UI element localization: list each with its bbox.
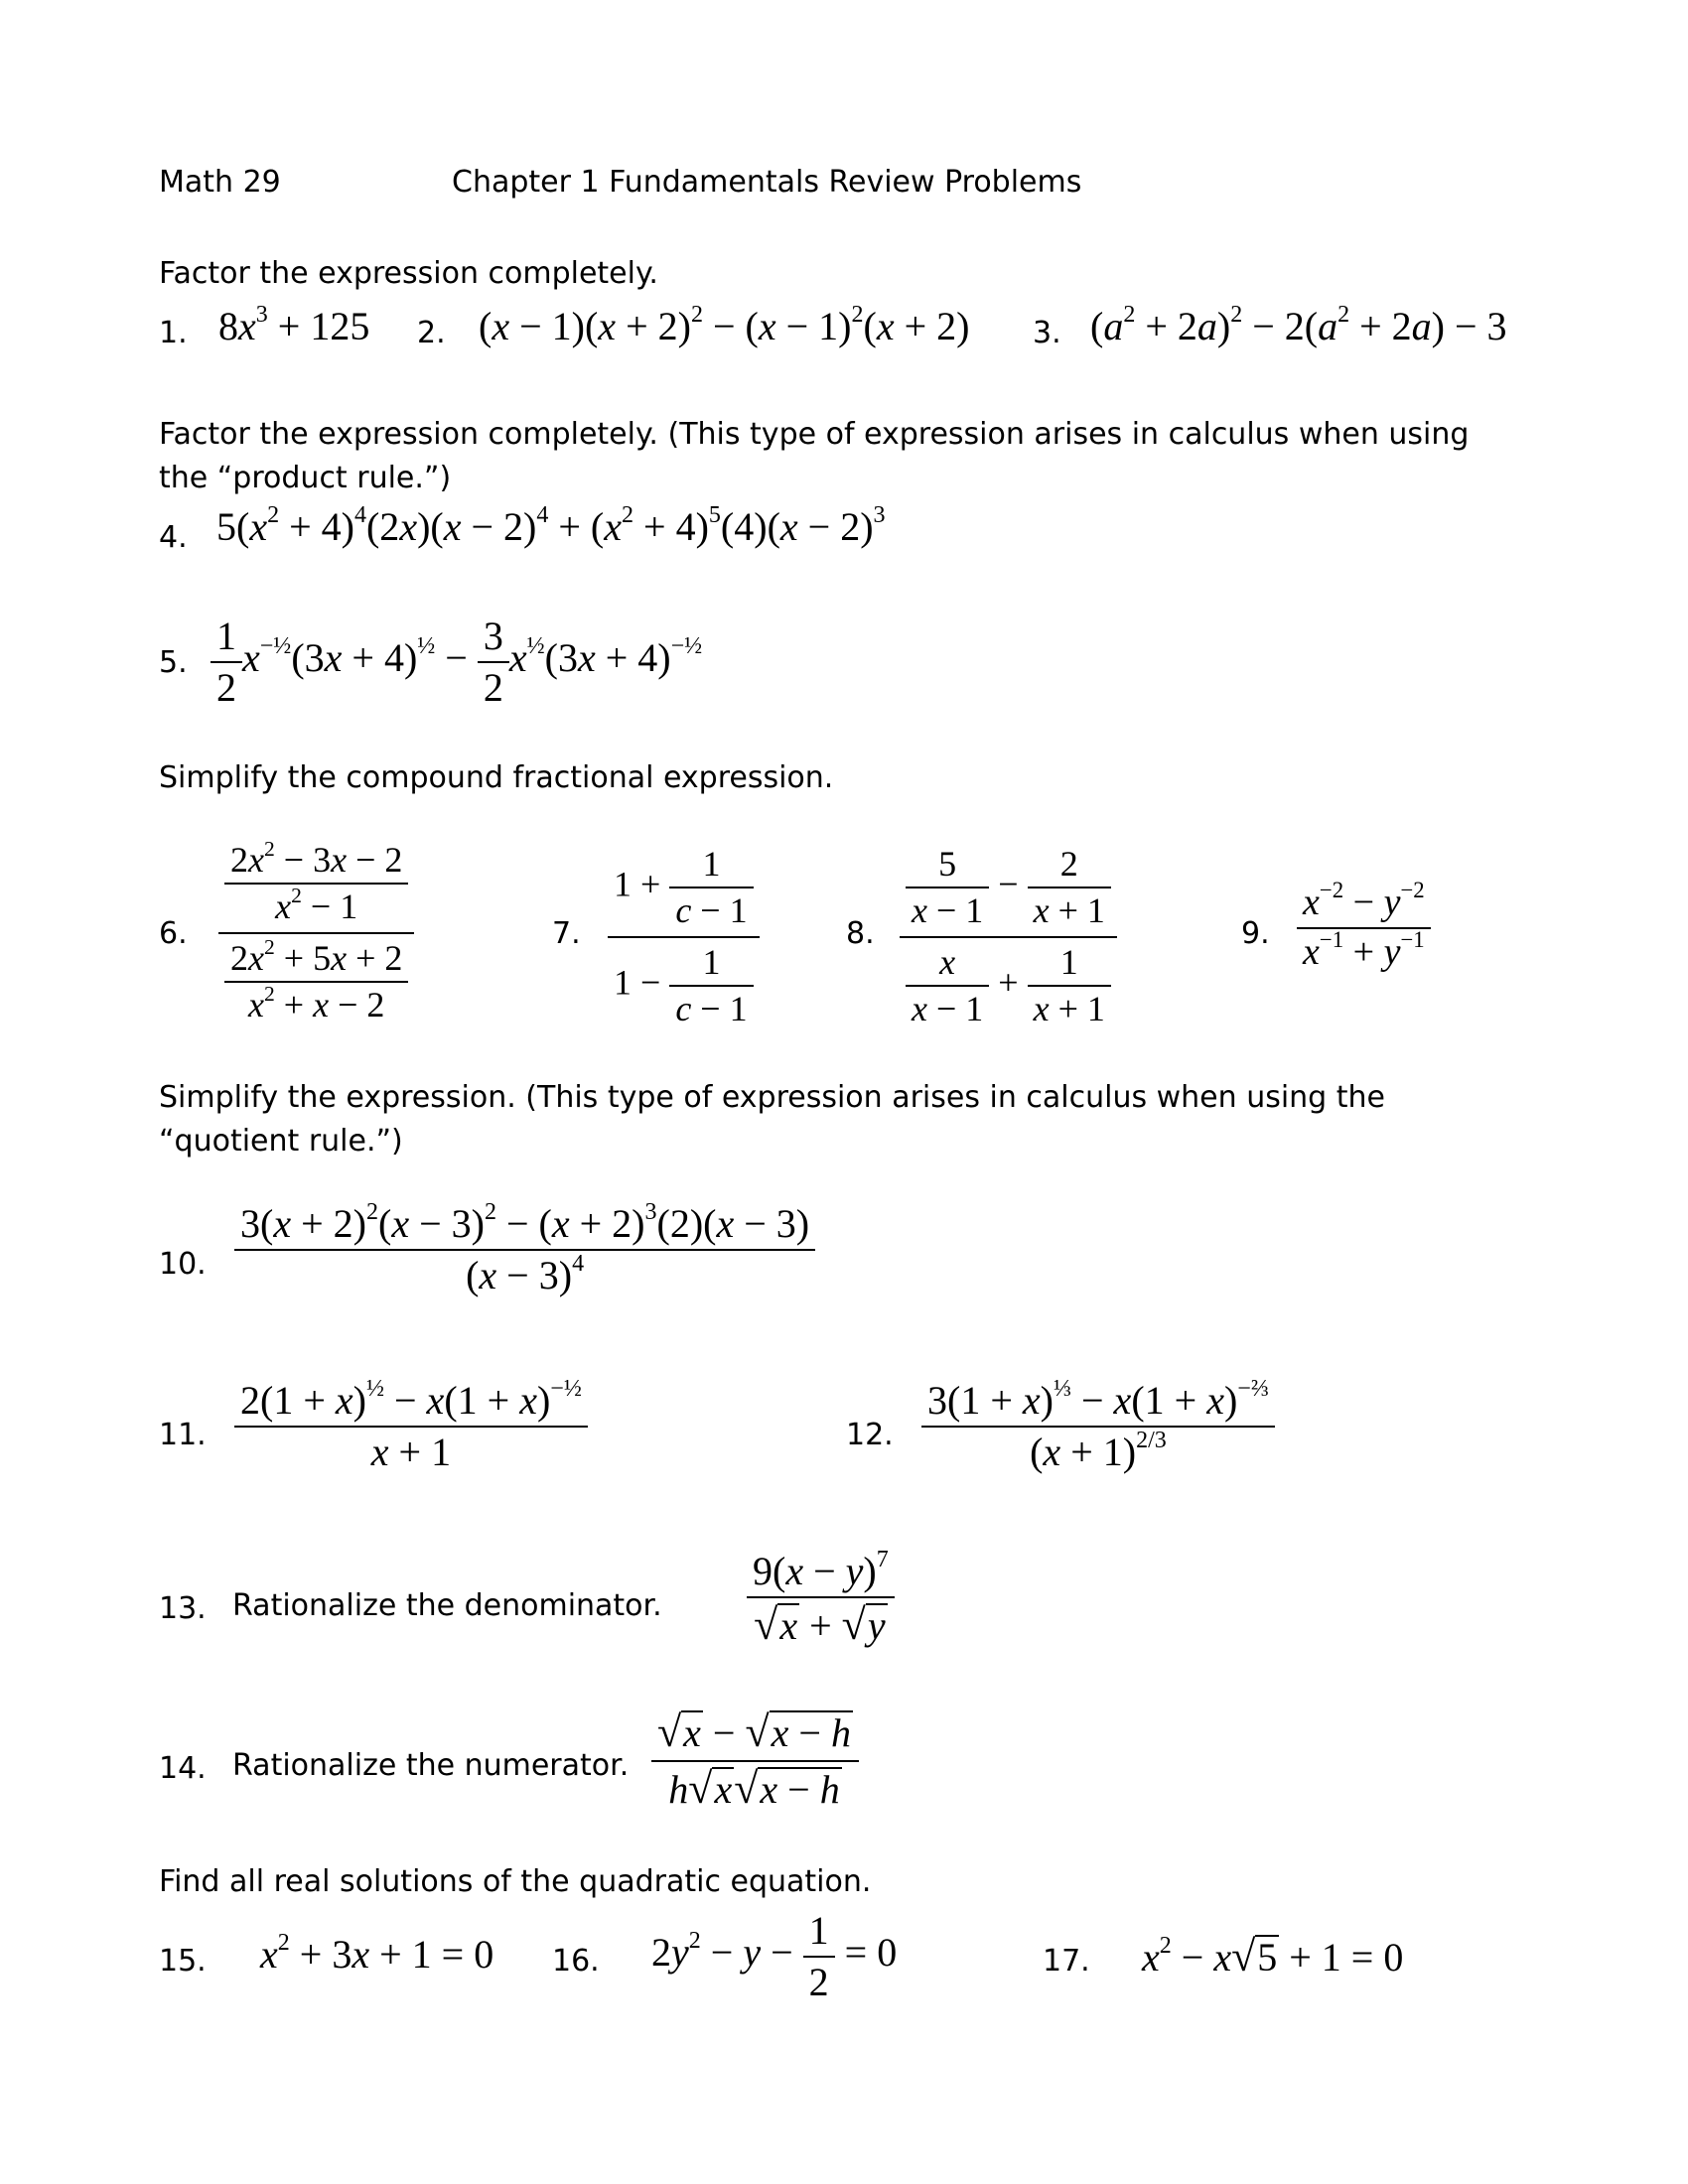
section-heading-quadratic: Find all real solutions of the quadratic equation.	[159, 1864, 872, 1899]
problem-number: 14.	[159, 1751, 207, 1786]
problem-number: 1.	[159, 316, 188, 350]
problem-3-expression: $(a^2 + 2a)^2 - 2(a^2 + 2a) - 3$	[1090, 302, 1507, 348]
problem-number: 16.	[552, 1944, 600, 1979]
problem-number: 8.	[846, 916, 875, 951]
course-name: Math 29	[159, 165, 281, 200]
problem-number: 11.	[159, 1418, 207, 1452]
problem-12-expression: $\frac{3(1 + x)^{\frac{1}{3}} - x(1 + x)^{-\frac{2}{3}}}{(x + 1)^{2/3}}$	[921, 1376, 1275, 1477]
problem-number: 17.	[1043, 1944, 1090, 1979]
problem-number: 15.	[159, 1944, 207, 1979]
problem-number: 2.	[417, 316, 446, 350]
problem-16-expression: $2y^2 - y$ − $\frac{1}{2}$ = 0	[651, 1908, 898, 2004]
section-heading-compound-fraction: Simplify the compound fractional expression.	[159, 760, 834, 795]
problem-number: 10.	[159, 1247, 207, 1282]
problem-4-expression: $5(x^2 + 4)^4(2x)(x - 2)^4 + (x^2 + 4)^5(4)(x - 2)^3$	[216, 502, 886, 549]
problem-8-expression: $\frac{5}{x - 1}$ − $\frac{2}{x + 1}$ $\frac{x}{x - 1}$ + $\frac{1}{x + 1}$	[900, 840, 1117, 1034]
problem-6-expression: $\frac{\frac{2x^2 - 3x - 2}{x^2 - 1}}{\frac{2x^2 + 5x + 2}{x^2 + x - 2}}$	[218, 836, 414, 1030]
page-title: Chapter 1 Fundamentals Review Problems	[452, 165, 1082, 200]
problem-2-expression: $(x - 1)(x + 2)^2 - (x - 1)^2(x + 2)$	[479, 302, 970, 348]
problem-9-expression: $\frac{x^{-2} - y^{-2}}{x^{-1} + y^{-1}}$	[1297, 880, 1431, 976]
problem-11-expression: $\frac{2(1 + x)^{\frac{1}{2}} - x(1 + x)^{-\frac{1}{2}}}{x + 1}$	[234, 1376, 588, 1477]
problem-number: 4.	[159, 520, 188, 555]
problem-14-instruction: Rationalize the numerator.	[232, 1748, 630, 1783]
problem-number: 6.	[159, 916, 188, 951]
problem-number: 12.	[846, 1418, 894, 1452]
problem-number: 9.	[1241, 916, 1270, 951]
problem-13-expression: $\frac{9(x - y)^7}{√x + √y}$	[747, 1547, 895, 1653]
problem-15-expression: $x^2 + 3x + 1 = 0$	[260, 1930, 494, 1977]
problem-5-expression: $\frac{1}{2}$ $x^{-\frac{1}{2}}(3x + 4)^{\frac{1}{2}}$ − $\frac{3}{2}$ $x^{\frac{1}{2}}(3x + 4)^{-\frac{1}{2}}$	[211, 612, 702, 713]
section-heading-quotient-rule: Simplify the expression. (This type of expression arises in calculus when using the “quotient rule.”)	[159, 1080, 1385, 1159]
problem-number: 7.	[552, 916, 581, 951]
problem-number: 5.	[159, 645, 188, 680]
section-heading-factor: Factor the expression completely.	[159, 256, 658, 291]
problem-14-expression: $\frac{√x - √x - h}{h√x√x - h}$	[651, 1706, 859, 1816]
problem-10-expression: $\frac{3(x + 2)^2(x - 3)^2 - (x + 2)^3(2)(x - 3)}{(x - 3)^4}$	[234, 1199, 815, 1300]
problem-number: 13.	[159, 1591, 207, 1626]
problem-17-expression: $x^2 - x√5 + 1 = 0$	[1142, 1932, 1404, 1980]
problem-7-expression: 1 + $\frac{1}{c - 1}$ 1 − $\frac{1}{c - 1}$	[608, 840, 760, 1034]
problem-1-expression: $8x^3 + 125$	[218, 302, 370, 348]
problem-13-instruction: Rationalize the denominator.	[232, 1588, 662, 1623]
problem-number: 3.	[1033, 316, 1061, 350]
section-heading-product-rule: Factor the expression completely. (This type of expression arises in calculus when using the “product rule.”)	[159, 417, 1470, 495]
